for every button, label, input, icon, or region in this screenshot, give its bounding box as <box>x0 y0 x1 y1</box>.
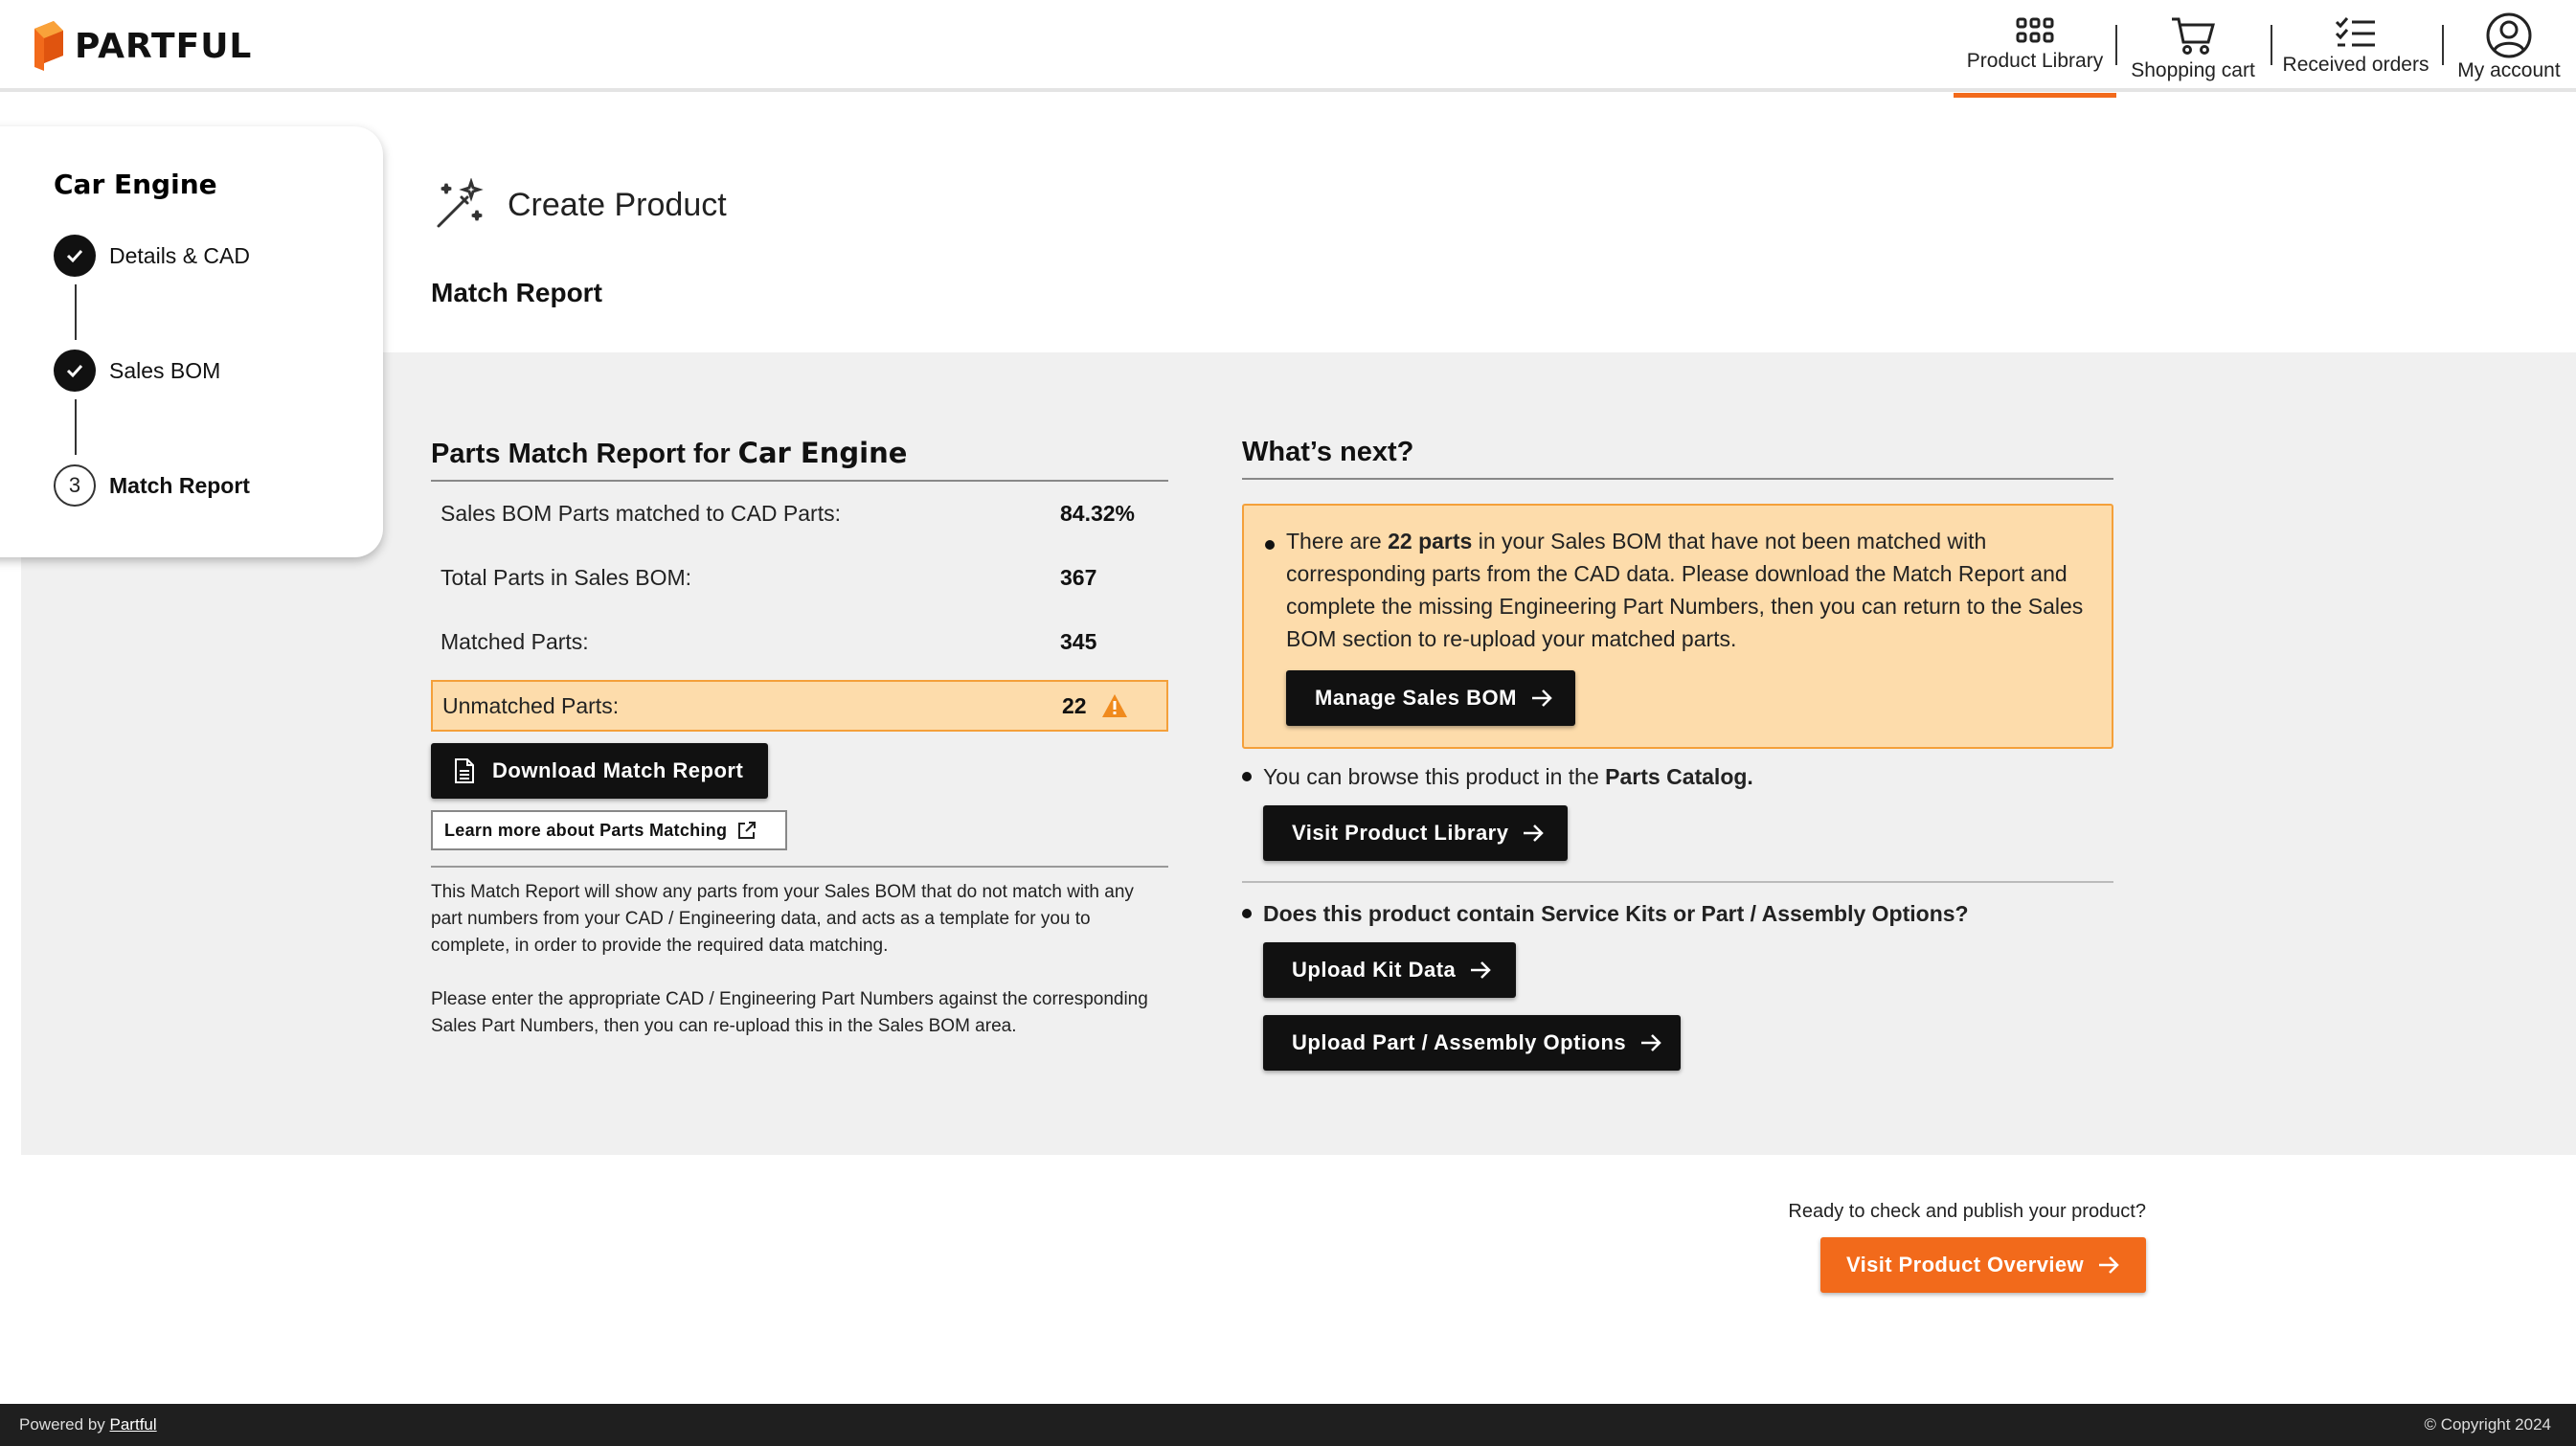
arrow-right-icon <box>1469 960 1492 980</box>
nav-received-orders[interactable] <box>2270 0 2442 92</box>
section-divider <box>431 866 1168 868</box>
visit-product-overview-button[interactable] <box>1820 1237 2146 1293</box>
learn-more-parts-matching-link[interactable] <box>431 810 787 850</box>
check-icon <box>54 235 96 277</box>
report-title-prefix: Parts Match Report for <box>431 439 731 469</box>
match-report-summary <box>431 437 1168 1040</box>
alert-text-pre: There are <box>1286 529 1389 554</box>
partful-link[interactable]: Partful <box>109 1415 157 1434</box>
stat-label: Matched Parts: <box>441 629 589 654</box>
nav-label: Product Library <box>1966 50 2104 72</box>
button-label: Visit Product Library <box>1292 821 1509 845</box>
button-label: Visit Product Overview <box>1845 1253 2085 1277</box>
alert-message <box>1286 525 2090 655</box>
stat-row-unmatched-parts <box>431 680 1168 732</box>
report-title-product: Car Engine <box>737 437 908 469</box>
alert-text-post: in your Sales BOM that have not been matched with corresponding parts from the CAD data. Please download the Match Report and complete the missing Engineering Part Numbers, then you can return to the Sales BOM section to re-upload your matched parts. <box>1286 529 2084 651</box>
whats-next-title: What’s next? <box>1242 437 2113 480</box>
bullet <box>1242 772 1252 781</box>
bullet <box>1242 909 1252 918</box>
magic-wand-icon <box>433 178 486 232</box>
section-subheading: Match Report <box>431 278 602 307</box>
step-sales-bom[interactable] <box>54 350 220 392</box>
document-icon <box>454 757 475 784</box>
nav-product-library[interactable] <box>1954 0 2116 92</box>
step-details-cad[interactable] <box>54 235 250 277</box>
visit-product-library-button[interactable] <box>1263 805 1568 861</box>
button-label: Upload Kit Data <box>1292 958 1457 982</box>
arrow-right-icon <box>1530 689 1553 708</box>
nav-label: Shopping cart <box>2131 59 2255 81</box>
whats-next-section <box>1242 437 2113 1054</box>
download-match-report-button[interactable] <box>431 743 768 799</box>
report-title <box>431 437 1168 482</box>
cart-icon <box>2170 15 2216 56</box>
checklist-icon <box>2335 15 2377 50</box>
nav-shopping-cart[interactable] <box>2116 0 2270 92</box>
page-title: Create Product <box>508 186 727 223</box>
active-tab-indicator <box>1954 93 2116 98</box>
browse-text-bold: Parts Catalog. <box>1605 764 1753 789</box>
kits-question: Does this product contain Service Kits or Part / Assembly Options? <box>1263 901 1969 926</box>
copyright: © Copyright 2024 <box>2424 1415 2551 1434</box>
publish-prompt: Ready to check and publish your product? <box>1788 1201 2146 1222</box>
top-navbar <box>0 0 2576 92</box>
stat-label: Sales BOM Parts matched to CAD Parts: <box>441 501 841 526</box>
stat-row-total-parts <box>431 546 1168 610</box>
powered-by <box>19 1415 157 1435</box>
nav-label: Received orders <box>2282 54 2429 76</box>
arrow-right-icon <box>1639 1033 1662 1052</box>
nav-my-account[interactable] <box>2442 0 2576 92</box>
page-heading <box>433 178 727 232</box>
step-connector <box>75 284 77 340</box>
stat-value: 345 <box>1060 629 1097 654</box>
arrow-right-icon <box>1522 824 1545 843</box>
nav-label: My account <box>2457 59 2561 81</box>
upload-part-assembly-options-button[interactable] <box>1263 1015 1681 1071</box>
step-number: 3 <box>54 464 96 507</box>
main-nav <box>1954 0 2576 92</box>
stat-value: 367 <box>1060 565 1097 590</box>
button-label: Manage Sales BOM <box>1315 686 1517 710</box>
section-divider <box>1242 881 2113 883</box>
link-label: Learn more about Parts Matching <box>444 820 728 840</box>
warning-icon <box>1101 693 1128 718</box>
stat-row-matched-parts <box>431 610 1168 674</box>
upload-kit-data-button[interactable] <box>1263 942 1516 998</box>
grid-icon <box>2015 15 2055 46</box>
step-label: Sales BOM <box>109 357 221 383</box>
step-label: Details & CAD <box>109 242 250 268</box>
stat-label: Total Parts in Sales BOM: <box>441 565 692 590</box>
user-icon <box>2485 11 2533 59</box>
bullet <box>1265 540 1275 550</box>
manage-sales-bom-button[interactable] <box>1286 670 1575 726</box>
step-match-report[interactable] <box>54 464 250 507</box>
report-description: This Match Report will show any parts from your Sales BOM that do not match with any part numbers from your CAD / Engineering data, and acts as a template for you to complete, in order to provide the required data matching. <box>431 882 1134 956</box>
brand-name: PARTFUL <box>75 26 253 66</box>
stat-row-match-rate <box>431 482 1168 546</box>
alert-text-bold: 22 parts <box>1388 529 1473 554</box>
partful-logo-icon <box>31 19 65 73</box>
step-label: Match Report <box>109 472 250 498</box>
button-label: Upload Part / Assembly Options <box>1292 1030 1627 1054</box>
powered-by-text: Powered by <box>19 1415 105 1434</box>
browse-catalog-text <box>1263 764 1753 790</box>
check-icon <box>54 350 96 392</box>
browse-text-pre: You can browse this product in the <box>1263 764 1606 789</box>
progress-stepper <box>0 126 383 557</box>
page-footer <box>0 1404 2576 1446</box>
partful-logo[interactable] <box>31 19 252 73</box>
arrow-right-icon <box>2097 1255 2120 1275</box>
external-link-icon <box>736 820 757 841</box>
step-connector <box>75 399 77 455</box>
unmatched-parts-alert <box>1242 504 2113 749</box>
report-instructions: Please enter the appropriate CAD / Engineering Part Numbers against the corresponding Sales Part Numbers, then you can re-upload this in the Sales BOM area. <box>431 989 1148 1036</box>
stat-value: 22 <box>1062 692 1087 718</box>
stepper-title: Car Engine <box>54 169 217 200</box>
button-label: Download Match Report <box>492 758 744 782</box>
stat-label: Unmatched Parts: <box>442 692 620 718</box>
stat-value: 84.32% <box>1060 501 1136 526</box>
